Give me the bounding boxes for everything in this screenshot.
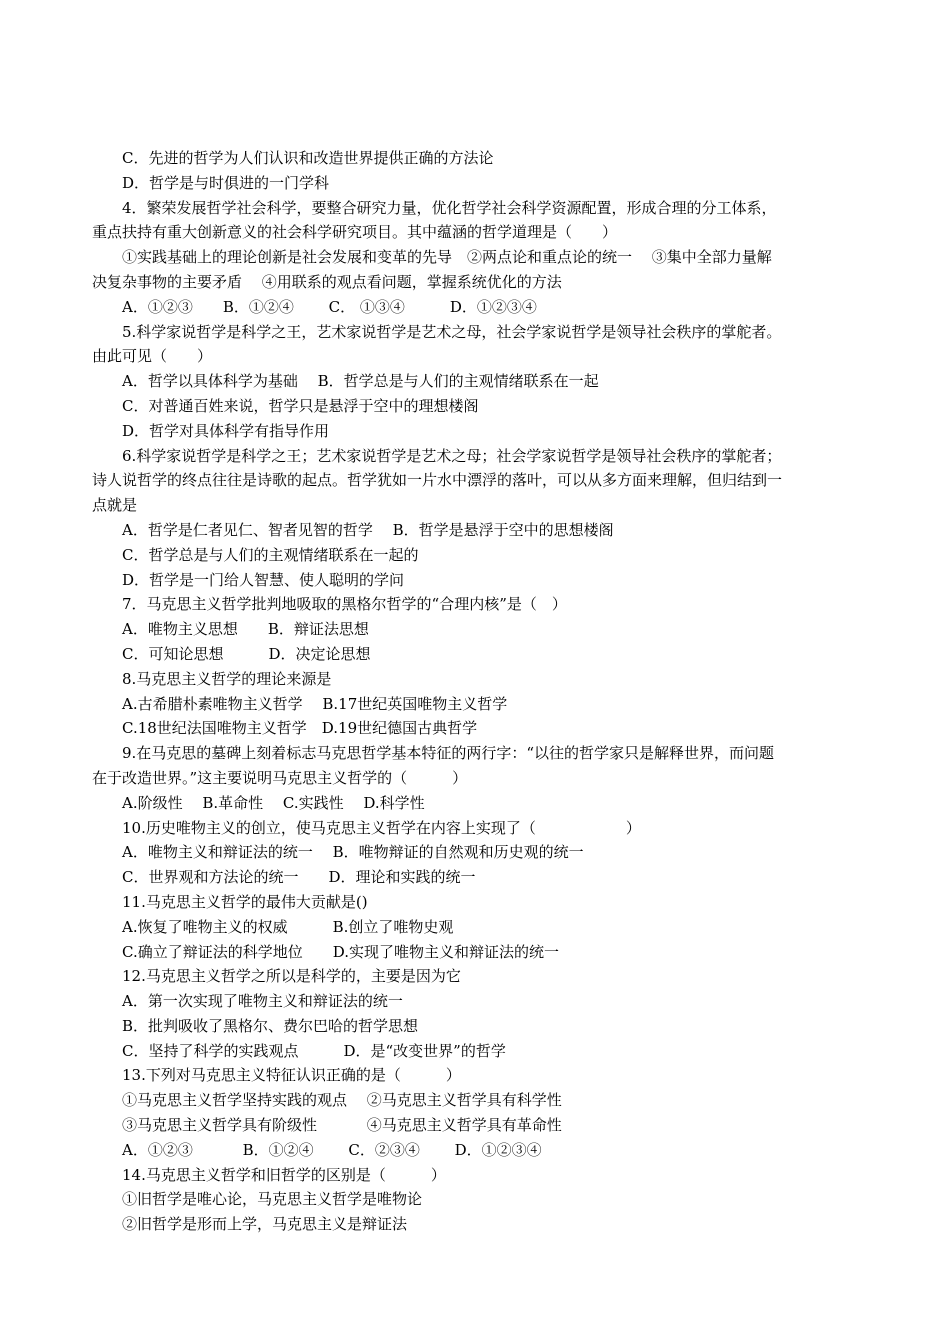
text-line: A．哲学是仁者见仁、智者见智的哲学 B．哲学是悬浮于空中的思想楼阁	[122, 520, 614, 539]
text-line: C．哲学总是与人们的主观情绪联系在一起的	[122, 545, 419, 564]
text-line: C．可知论思想 D．决定论思想	[122, 644, 371, 663]
text-line: 8.马克思主义哲学的理论来源是	[122, 669, 332, 688]
text-line: C．先进的哲学为人们认识和改造世界提供正确的方法论	[122, 149, 494, 167]
text-line: ②旧哲学是形而上学，马克思主义是辩证法	[122, 1215, 408, 1234]
text-line: 6.科学家说哲学是科学之王；艺术家说哲学是艺术之母；社会学家说哲学是领导社会秩序的掌舵者；	[122, 446, 782, 465]
text-line: 重点扶持有重大创新意义的社会科学研究项目。其中蕴涵的哲学道理是（ ）	[92, 223, 618, 242]
text-line: A.阶级性 B.革命性 C.实践性 D.科学性	[122, 793, 425, 812]
text-line: A．哲学以具体科学为基础 B．哲学总是与人们的主观情绪联系在一起	[122, 372, 599, 391]
text-line: 7．马克思主义哲学批判地吸取的黑格尔哲学的“合理内核”是（ ）	[122, 595, 567, 614]
text-line: D．哲学对具体科学有指导作用	[122, 421, 330, 440]
text-line: ③马克思主义哲学具有阶级性 ④马克思主义哲学具有革命性	[122, 1116, 562, 1135]
text-line: 12.马克思主义哲学之所以是科学的，主要是因为它	[122, 967, 461, 986]
text-line: C.确立了辩证法的科学地位 D.实现了唯物主义和辩证法的统一	[122, 942, 559, 961]
text-line: A.古希腊朴素唯物主义哲学 B.17世纪英国唯物主义哲学	[122, 694, 508, 713]
text-line: ①实践基础上的理论创新是社会发展和变革的先导 ②两点论和重点论的统一 ③集中全部力量解	[122, 248, 772, 267]
text-line: A．①②③ B．①②④ C．②③④ D．①②③④	[122, 1140, 542, 1159]
text-line: A．第一次实现了唯物主义和辩证法的统一	[122, 992, 403, 1011]
question-text-body	[92, 146, 864, 1237]
text-line: A．唯物主义和辩证法的统一 B．唯物辩证的自然观和历史观的统一	[122, 843, 584, 862]
text-line: 点就是	[92, 496, 138, 515]
text-line: B．批判吸收了黑格尔、费尔巴哈的哲学思想	[122, 1016, 419, 1035]
text-line: 诗人说哲学的终点往往是诗歌的起点。哲学犹如一片水中漂浮的落叶，可以从多方面来理解，但归结到一	[92, 471, 783, 490]
text-line: A．唯物主义思想 B．辩证法思想	[122, 620, 369, 639]
text-line: D．哲学是与时俱进的一门学科	[122, 173, 330, 192]
text-line: ①旧哲学是唯心论，马克思主义哲学是唯物论	[122, 1190, 423, 1209]
text-line: D．哲学是一门给人智慧、使人聪明的学问	[122, 570, 405, 589]
text-line: 9.在马克思的墓碑上刻着标志马克思哲学基本特征的两行字：“以往的哲学家只是解释世界，而问题	[122, 744, 774, 763]
text-line: C．坚持了科学的实践观点 D．是“改变世界”的哲学	[122, 1041, 506, 1060]
text-line: 11.马克思主义哲学的最伟大贡献是()	[122, 892, 368, 911]
text-line: A．①②③ B．①②④ C． ①③④ D．①②③④	[122, 297, 537, 316]
text-line: 由此可见（ ）	[92, 347, 213, 366]
text-line: A.恢复了唯物主义的权威 B.创立了唯物史观	[122, 917, 454, 936]
text-line: 4．繁荣发展哲学社会科学，要整合研究力量，优化哲学社会科学资源配置，形成合理的分工体系，	[122, 198, 777, 217]
text-line: C．世界观和方法论的统一 D．理论和实践的统一	[122, 868, 476, 887]
text-line: 10.历史唯物主义的创立，使马克思主义哲学在内容上实现了（ ）	[122, 818, 641, 837]
text-line: ①马克思主义哲学坚持实践的观点 ②马克思主义哲学具有科学性	[122, 1091, 562, 1110]
text-line: 14.马克思主义哲学和旧哲学的区别是（ ）	[122, 1165, 446, 1184]
text-line: C.18世纪法国唯物主义哲学 D.19世纪德国古典哲学	[122, 719, 478, 738]
text-line: 13.下列对马克思主义特征认识正确的是（ ）	[122, 1066, 461, 1085]
text-line: C．对普通百姓来说，哲学只是悬浮于空中的理想楼阁	[122, 396, 479, 415]
text-line: 在于改造世界。”这主要说明马克思主义哲学的（ ）	[92, 768, 468, 787]
text-line: 5.科学家说哲学是科学之王，艺术家说哲学是艺术之母，社会学家说哲学是领导社会秩序的掌舵者。	[122, 322, 782, 341]
text-line: 决复杂事物的主要矛盾 ④用联系的观点看问题，掌握系统优化的方法	[92, 272, 562, 291]
